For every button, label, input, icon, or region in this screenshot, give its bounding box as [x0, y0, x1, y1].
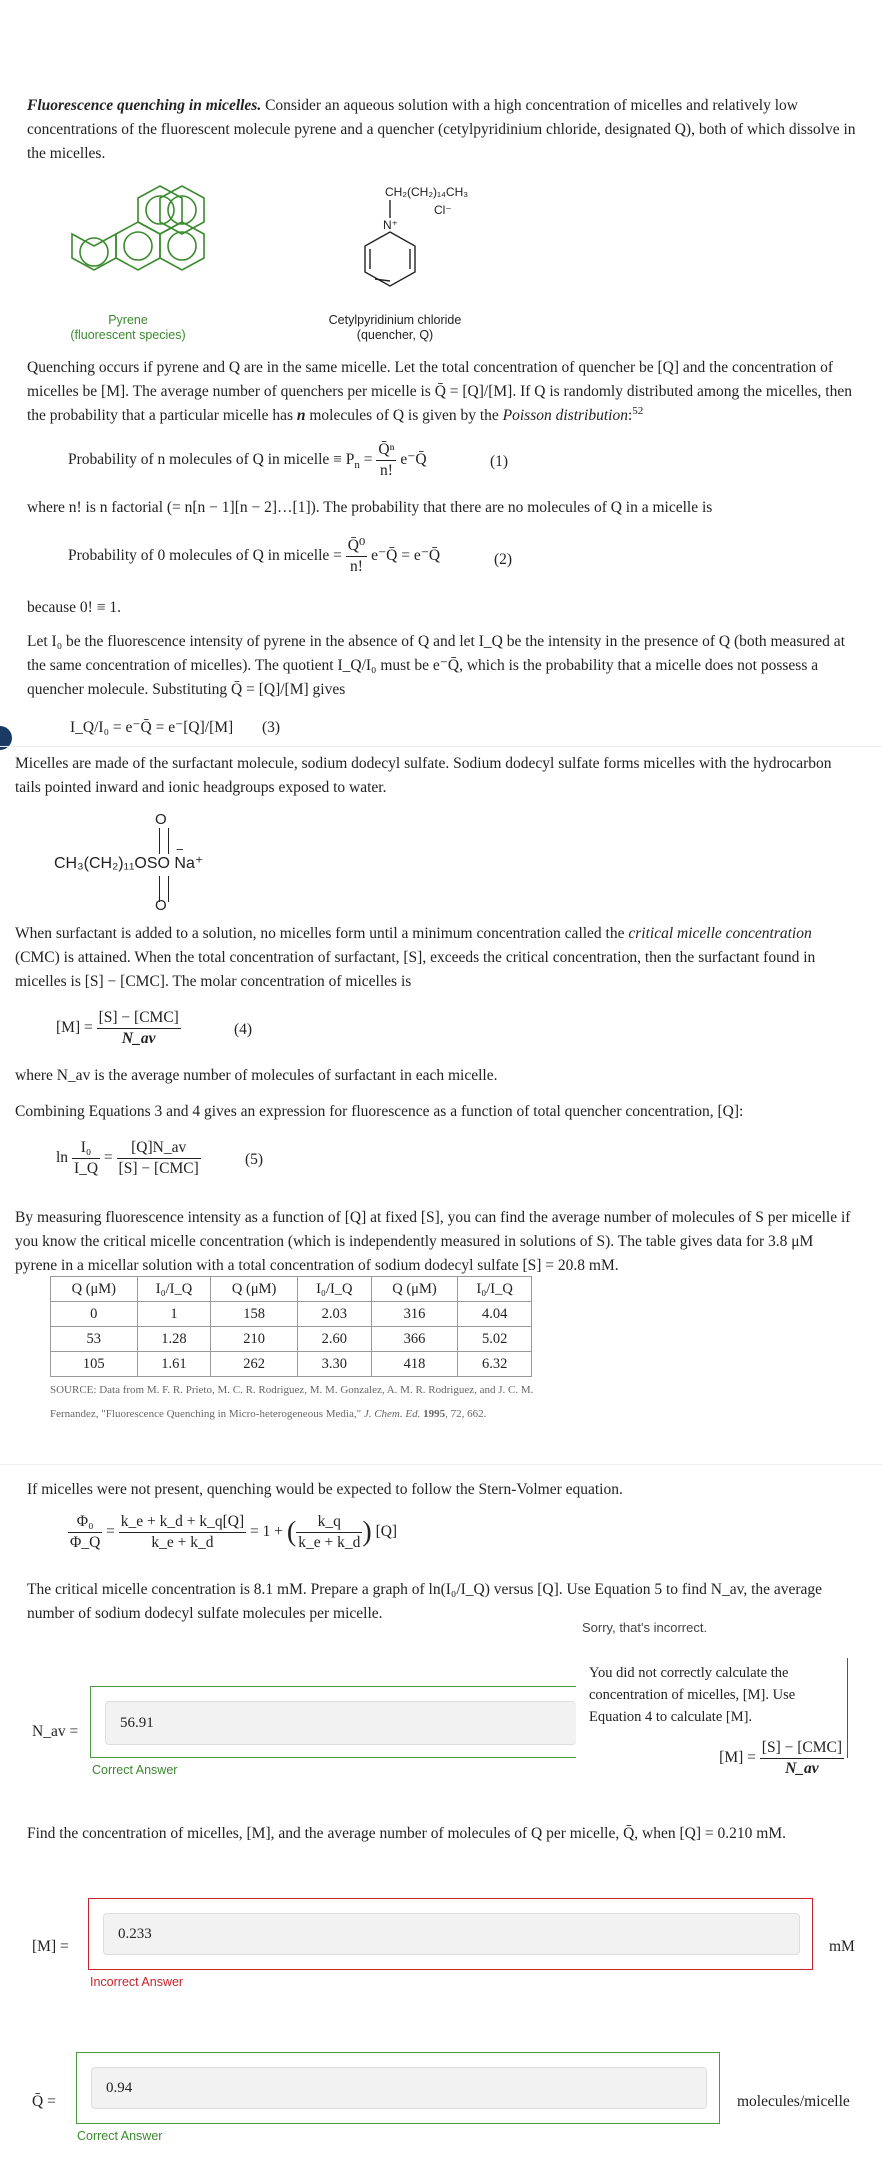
feedback-panel [575, 1658, 848, 1777]
table-cell: 158 [211, 1302, 298, 1327]
eq2-tag: (2) [494, 551, 513, 568]
cmc-term: critical micelle concentration [628, 925, 812, 942]
intro-paragraph [27, 94, 857, 166]
table-cell: 316 [371, 1302, 458, 1327]
cpc-chloride: Cl⁻ [434, 203, 452, 217]
feedback-den: N_av [785, 1760, 819, 1777]
para1-colon: : [627, 407, 633, 424]
para6-text2: (CMC) is attained. When the total concentration of surfactant, [S], exceeds the critical concentration, then the surfactant found in micelles is [S] − [CMC]. The molar concentration of micelles is [15, 949, 816, 990]
sv-inum: k_q [296, 1512, 362, 1533]
eq5-eq: = [103, 1149, 113, 1167]
table-cell: 418 [371, 1352, 458, 1377]
paragraph-factorial: where n! is n factorial (= n[n − 1][n − 2]…[1]). The probability that there are no molecules of Q in a micelle is [27, 499, 713, 516]
cpc-nitrogen: N⁺ [383, 218, 398, 232]
source-year: 1995 [420, 1408, 446, 1420]
nav-input[interactable] [105, 1701, 576, 1745]
eq4-fraction [97, 1008, 181, 1049]
para1-text: Quenching occurs if pyrene and Q are in the same micelle. Let the total concentration of quencher be [Q] and the concentration of micelles be [M]. The average number of quenchers per micelle is Q̄ = [Q]/[M]. If Q is randomly distributed among the micelles, then the probability that a particular micelle has [27, 359, 852, 424]
pyrene-subtitle: (fluorescent species) [70, 328, 186, 342]
eq1-exp: e⁻Q̄ [400, 451, 427, 469]
table-header: I₀/I_Q [458, 1277, 532, 1302]
feedback-body: You did not correctly calculate the concentration of micelles, [M]. Use Equation 4 to calculate [M]. [589, 1665, 796, 1725]
answer-box-qbar [76, 2052, 720, 2124]
sds-oxygen-top: O [155, 811, 167, 828]
table-header: I₀/I_Q [137, 1277, 211, 1302]
table-cell: 6.32 [458, 1352, 532, 1377]
paragraph-cmc [15, 922, 855, 994]
eq5-tag: (5) [245, 1151, 264, 1168]
nav-status: Correct Answer [92, 1763, 178, 1777]
cpc-subtitle: (quencher, Q) [356, 328, 434, 342]
pyrene-structure [60, 178, 220, 293]
para1-n: n [296, 407, 306, 424]
sv-den: k_e + k_d [151, 1534, 214, 1551]
cpc-ring [355, 200, 435, 290]
micelle-conc-input-value: 0.233 [118, 1926, 152, 1942]
micelle-conc-unit: mM [829, 1938, 855, 1955]
qbar-input-value: 0.94 [106, 2080, 133, 2096]
equation-5 [56, 1138, 201, 1179]
cpc-label [320, 313, 470, 343]
table-cell: 2.60 [297, 1327, 371, 1352]
eq2-lhs: Probability of 0 molecules of Q in micelle = [68, 547, 346, 565]
paragraph-question-2: Find the concentration of micelles, [M], and the average number of molecules of Q per micelle, Q̄, when [Q] = 0.210 mM. [27, 1825, 786, 1842]
table-cell: 3.30 [297, 1352, 371, 1377]
pyrene-label [58, 313, 198, 343]
table-header: Q (μM) [51, 1277, 138, 1302]
eq1-sub: n [354, 459, 360, 472]
eq4-lhs: [M] = [56, 1019, 97, 1037]
equation-1 [68, 440, 427, 481]
micelle-conc-input[interactable] [103, 1913, 800, 1955]
equation-3 [70, 716, 233, 740]
table-row [51, 1302, 532, 1327]
eq2-fraction [346, 536, 367, 577]
sv-tail: [Q] [375, 1523, 398, 1541]
eq4-num: [S] − [CMC] [97, 1008, 181, 1029]
section-divider [0, 746, 882, 747]
answer-box-micelle-conc [88, 1898, 813, 1970]
sv-eq: = [106, 1523, 115, 1541]
eq1-den: n! [379, 462, 393, 479]
equation-4 [56, 1008, 181, 1049]
equation-2 [68, 536, 440, 577]
eq2-rest: e⁻Q̄ = e⁻Q̄ [371, 547, 441, 565]
sds-formula: CH₃(CH₂)₁₁OSO Na⁺ [54, 855, 204, 872]
qbar-input[interactable] [91, 2067, 707, 2109]
table-cell: 0 [51, 1302, 138, 1327]
eq5-den: [S] − [CMC] [118, 1160, 199, 1177]
cpc-name: Cetylpyridinium chloride [328, 313, 462, 327]
source-tail: , 72, 662. [445, 1408, 487, 1420]
table-header-row [51, 1277, 532, 1302]
eq3-text: I_Q/I₀ = e⁻Q̄ = e⁻[Q]/[M] [70, 719, 234, 736]
eq1-eq: = [359, 451, 377, 469]
eq1-num: Q̄ⁿ [376, 440, 396, 461]
table-row [51, 1327, 532, 1352]
para6-text: When surfactant is added to a solution, no micelles form until a minimum concentration called the [15, 925, 629, 942]
table-cell: 4.04 [458, 1302, 532, 1327]
feedback-equation [589, 1738, 844, 1779]
table-header: Q (μM) [371, 1277, 458, 1302]
table-cell: 2.03 [297, 1302, 371, 1327]
nav-input-value: 56.91 [120, 1715, 154, 1731]
table-header: Q (μM) [211, 1277, 298, 1302]
feedback-num: [S] − [CMC] [760, 1738, 844, 1759]
intro-title: Fluorescence quenching in micelles. [27, 97, 262, 114]
paragraph-nav: where N_av is the average number of molecules of surfactant in each micelle. [15, 1067, 498, 1084]
cpc-chain: CH₂(CH₂)₁₄CH₃ [385, 185, 469, 199]
eq1-fraction [376, 440, 396, 481]
eq4-den: N_av [121, 1030, 156, 1047]
stern-volmer-equation: $\frac{\text{Φ₀}}{\Phi\_Q}$ = $\frac{k\_e + k\_d + k\_q[Q]}{k\_e + k\_d}$ = 1 + ( $\frac{k\_q}{k\_e + k\_d}$ ) [Q] [70, 1513, 398, 1551]
paragraph-because: because 0! ≡ 1. [27, 599, 121, 616]
table-cell: 262 [211, 1352, 298, 1377]
feedback-fraction [760, 1738, 844, 1779]
data-table [50, 1276, 532, 1377]
eq5-lnum: I₀ [72, 1138, 100, 1159]
table-cell: 1 [137, 1302, 211, 1327]
sds-oxygen-bottom: O [155, 897, 167, 914]
source-text: SOURCE: Data from M. F. R. Prieto, M. C. R. Rodriguez, M. M. Gonzalez, A. M. R. Rodriguez, and J. C. M. Fernandez, "Fluorescence Quenching in Micro-heterogeneous Media," [50, 1384, 534, 1420]
table-cell: 1.61 [137, 1352, 211, 1377]
paragraph-stern-volmer: If micelles were not present, quenching would be expected to follow the Stern-Volmer equation. [27, 1481, 623, 1498]
eq2-den: n! [350, 558, 363, 575]
paragraph-intensity: Let I₀ be the fluorescence intensity of pyrene in the absence of Q and let I_Q be the intensity in the presence of Q (both measured at the same concentration of micelles). The quotient I_Q/I₀ must be e⁻Q̄, which is the probability that a micelle does not possess a quencher molecule. Substituting Q̄ = [Q]/[M] gives [27, 633, 845, 698]
micelle-conc-label: [M] = [32, 1938, 69, 1955]
qbar-unit: molecules/micelle [737, 2093, 850, 2110]
eq1-tag: (1) [490, 453, 509, 470]
pyrene-name: Pyrene [108, 313, 148, 327]
table-cell: 210 [211, 1327, 298, 1352]
sv-main-fraction [119, 1512, 246, 1553]
sds-double-bond-top [159, 828, 169, 854]
eq5-num: [Q]N_av [117, 1138, 201, 1159]
feedback-lhs: [M] = [719, 1749, 756, 1767]
section-divider-2 [0, 1464, 882, 1465]
table-cell: 366 [371, 1327, 458, 1352]
eq5-ln: ln [56, 1149, 69, 1167]
source-journal: J. Chem. Ed. [363, 1408, 421, 1420]
reference-number: 52 [632, 404, 644, 417]
source-citation [50, 1378, 560, 1426]
eq2-num: Q̄⁰ [346, 536, 367, 557]
para1-text2: molecules of Q is given by the [305, 407, 503, 424]
eq1-lhs: Probability of n molecules of Q in micelle ≡ P [68, 451, 355, 469]
paragraph-combining: Combining Equations 3 and 4 gives an expression for fluorescence as a function of total quencher concentration, [Q]: [15, 1103, 744, 1120]
feedback-header: Sorry, that's incorrect. [582, 1620, 708, 1635]
eq5-left-fraction [72, 1138, 100, 1179]
sv-mid: = 1 + [250, 1523, 284, 1541]
poisson-term: Poisson distribution [502, 407, 628, 424]
eq5-right-fraction [117, 1138, 201, 1179]
table-cell: 105 [51, 1352, 138, 1377]
qbar-label: Q̄ = [32, 2093, 56, 2110]
sv-left-fraction [68, 1512, 102, 1553]
table-row [51, 1352, 532, 1377]
table-header: I₀/I_Q [297, 1277, 371, 1302]
sv-lnum: Φ₀ [68, 1512, 102, 1533]
sv-lden: Φ_Q [70, 1534, 101, 1551]
nav-label: N_av = [32, 1723, 79, 1740]
answer-box-nav [90, 1686, 576, 1758]
intro-text: Consider an aqueous solution with a high concentration of micelles and relatively low concentrations of the fluorescent molecule pyrene and a quencher (cetylpyridinium chloride, designated Q), both of which dissolve in the micelles. [27, 97, 856, 162]
eq4-tag: (4) [234, 1021, 253, 1038]
sv-num: k_e + k_d + k_q[Q] [119, 1512, 246, 1533]
table-cell: 1.28 [137, 1327, 211, 1352]
paragraph-quenching [27, 356, 857, 428]
sv-iden: k_e + k_d [298, 1534, 361, 1551]
sv-inner-fraction [296, 1512, 362, 1553]
qbar-status: Correct Answer [77, 2129, 163, 2143]
eq3-tag: (3) [262, 719, 281, 736]
table-cell: 53 [51, 1327, 138, 1352]
paragraph-sds: Micelles are made of the surfactant molecule, sodium dodecyl sulfate. Sodium dodecyl sulfate forms micelles with the hydrocarbon tails pointed inward and ionic headgroups exposed to water. [15, 755, 832, 796]
paragraph-question-1: The critical micelle concentration is 8.1 mM. Prepare a graph of ln(I₀/I_Q) versus [Q]. Use Equation 5 to find N_av, the average number of sodium dodecyl sulfate molecules per micelle. [27, 1581, 823, 1622]
paragraph-measuring: By measuring fluorescence intensity as a function of [Q] at fixed [S], you can find the average number of molecules of S per micelle if you know the critical micelle concentration (which is independently measured in solutions of S). The table gives data for 3.8 μM pyrene in a micellar solution with a total concentration of sodium dodecyl sulfate [S] = 20.8 mM. [15, 1209, 851, 1274]
table-cell: 5.02 [458, 1327, 532, 1352]
sds-minus: − [176, 842, 184, 857]
eq5-lden: I_Q [73, 1160, 99, 1177]
micelle-conc-status: Incorrect Answer [90, 1975, 184, 1989]
